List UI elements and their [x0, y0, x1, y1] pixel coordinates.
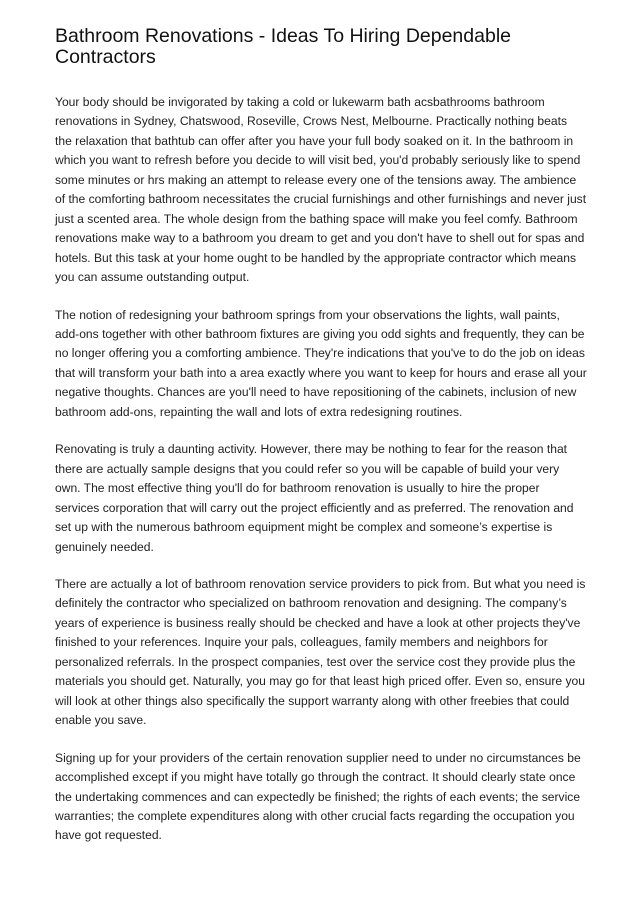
document-page — [55, 26, 587, 846]
document-title: Bathroom Renovations - Ideas To Hiring Dependable Contractors — [55, 25, 511, 68]
paragraph-5: Signing up for your providers of the certain renovation supplier need to under no circumstances be accomplished except if you might have totally go through the contract. It should clearly state once the undertaking commences and can expectedly be finished; the rights of each events; the service warranties; the complete expenditures along with other crucial facts regarding the occupation you have got requested. — [55, 750, 581, 843]
paragraph-4: There are actually a lot of bathroom renovation service providers to pick from. But what you need is definitely the contractor who specialized on bathroom renovation and designing. The company’s years of experience is business really should be checked and have a look at other projects they've finished to your references. Inquire your pals, colleagues, family members and neighbors for personalized referrals. In the prospect companies, test over the service cost they provide plus the materials you should get. Naturally, you may go for that least high priced offer. Even so, ensure you will look at other things also specifically the support warranty along with other freebies that could enable you save. — [55, 576, 586, 728]
paragraph-1: Your body should be invigorated by taking a cold or lukewarm bath acsbathrooms bathroom renovations in Sydney, Chatswood, Roseville, Crows Nest, Melbourne. Practically nothing beats the relaxation that bathtub can offer after you have your full body soaked on it. In the bathroom in which you want to refresh before you decide to will visit bed, you'd probably seriously like to spend some minutes or hrs making an attempt to release every one of the tensions away. The ambience of the comforting bathroom necessitates the crucial furnishings and other furnishings and never just just a scented area. The whole design from the bathing space will make you feel comfy. Bathroom renovations make way to a bathroom you dream to get and you don't have to shell out for spas and hotels. But this task at your home ought to be handled by the appropriate contractor which means you can assume outstanding output. — [55, 95, 587, 285]
paragraph-2: The notion of redesigning your bathroom springs from your observations the lights, wall paints, add-ons together with other bathroom fixtures are giving you odd sights and frequently, they can be no longer offering you a comforting ambience. They're indications that you've to do the job on ideas that will transform your bath into a area exactly where you want to keep for hours and erase all your negative thoughts. Chances are you'll need to have repositioning of the cabinets, inclusion of new bathroom add-ons, repainting the wall and lots of extra redesigning routines. — [55, 307, 587, 419]
paragraph-3: Renovating is truly a daunting activity. However, there may be nothing to fear for the reason that there are actually sample designs that you could refer so you will be capable of build your very own. The most effective thing you'll do for bathroom renovation is usually to hire the proper services corporation that will carry out the project efficiently and as preferred. The renovation and set up with the numerous bathroom equipment might be complex and someone’s expertise is genuinely needed. — [55, 442, 574, 554]
